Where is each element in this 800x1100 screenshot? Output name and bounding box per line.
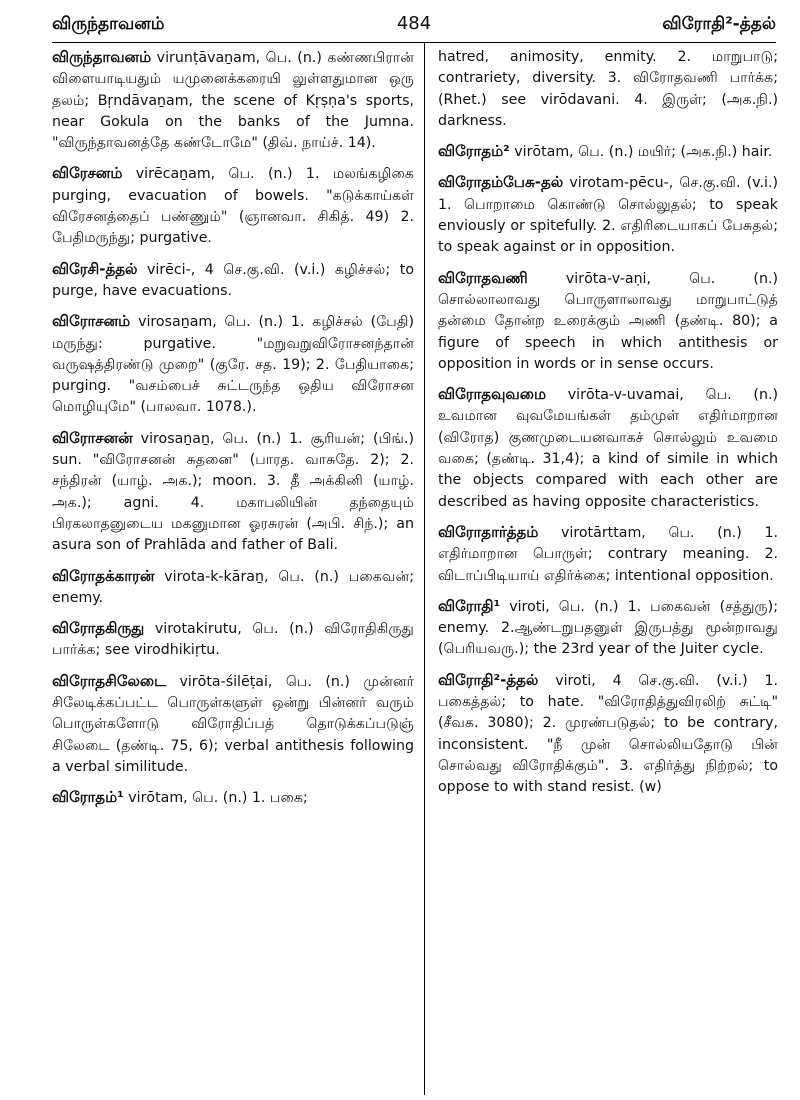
entry-definition: virōta-v-aṇi, பெ. (n.) சொல்லாலாவது பொருளாலாவது மாறுபாட்டுத் தன்மை தோன்ற உரைக்கும் அணி (தண்டி. 80); a figure of speech in which antithesis or opposition in words or in sense occurs.	[438, 270, 778, 372]
dictionary-entry	[52, 671, 414, 778]
entry-definition: viroti, 4 செ.கு.வி. (v.i.) 1. பகைத்தல்; to hate. "விரோதித்துவிரலிற் சுட்டி" (சீவக. 3080); 2. முரண்படுதல்; to be contrary, inconsistent. "நீ முன் சொல்லியதோடு பின் சொல்வது விரோதிக்கும்". 3. எதிர்த்து நிற்றல்; to oppose to with stand resist. (w)	[438, 672, 778, 796]
dictionary-entry	[52, 47, 414, 154]
entry-headword: விரேசனம்	[52, 164, 123, 183]
entry-definition: virōta-śilēṭai, பெ. (n.) முன்னர் சிலேடிக்கப்பட்ட பொருள்களுள் ஒன்று பின்னர் வரும் பொருள்களோடு விரோதிப்பத் தொடுக்கப்படுஞ் சிலேடை (தண்டி. 75, 6); verbal antithesis following a verbal similitude.	[52, 673, 414, 775]
entry-definition: virotārttam, பெ. (n.) 1. எதிர்மாறான பொருள்; contrary meaning. 2. விடாப்பிடியாய் எதிர்க்கை; intentional opposition.	[438, 524, 778, 584]
entry-definition: virōtam, பெ. (n.) மயிர்; (அக.நி.) hair.	[509, 144, 773, 161]
entry-headword: விரோதம்¹	[52, 788, 124, 807]
entry-definition: virēci-, 4 செ.கு.வி. (v.i.) கழிச்சல்; to purge, have evacuations.	[52, 261, 414, 299]
entry-definition: virotakirutu, பெ. (n.) விரோதிகிருது பார்க்க; see virodhikiṛtu.	[52, 621, 414, 659]
entry-definition: virosaṉam, பெ. (n.) 1. கழிச்சல் (பேதி) மருந்து: purgative. "மறுவறுவிரோசனந்தான் வருஷத்திரண்டு முறை" (குரே. சத. 19); 2. பேதியாகை; purging. "வசம்பைச் சுட்டருந்த ஒதிய விரோசன மொழியுமே" (பாலவா. 1078.).	[52, 314, 414, 416]
dictionary-entry	[52, 566, 414, 610]
right-column	[438, 47, 778, 808]
column-divider	[424, 43, 425, 1095]
entry-definition: virotam-pēcu-, செ.கு.வி. (v.i.) 1. பொறாமை கொண்டு சொல்லுதல்; to speak enviously or spitefully. 2. எதிரிடையாகப் பேசுதல்; to speak against or in opposition.	[438, 175, 778, 256]
entry-headword: விரோசனம்	[52, 312, 131, 331]
left-column	[52, 47, 414, 819]
entry-headword: விரோதவணி	[438, 268, 528, 287]
entry-headword: விரோதவுவமை	[438, 385, 547, 404]
entry-headword: விரோதி²-த்தல்	[438, 670, 539, 689]
entry-definition: virōtam, பெ. (n.) 1. பகை;	[123, 790, 308, 807]
dictionary-entry	[438, 522, 778, 587]
dictionary-entry	[52, 259, 414, 303]
dictionary-entry	[52, 163, 414, 249]
dictionary-entry	[52, 618, 414, 662]
entry-headword: விரோதார்த்தம்	[438, 522, 539, 541]
entry-headword: விரேசி-த்தல்	[52, 259, 138, 278]
dictionary-entry	[438, 268, 778, 375]
entry-definition: virota-k-kāraṉ, பெ. (n.) பகைவன்; enemy.	[52, 568, 414, 606]
entry-definition: viroti, பெ. (n.) 1. பகைவன் (சத்துரு); enemy. 2.ஆண்டறுபதனுள் இருபத்து மூன்றாவது (பெரியவரு.); the 23rd year of the Juiter cycle.	[438, 598, 778, 658]
entry-headword: விரோதி¹	[438, 596, 501, 615]
entry-headword: விரோதம்பேசு-தல்	[438, 173, 564, 192]
page-number: 484	[396, 13, 432, 34]
entry-definition: virōta-v-uvamai, பெ. (n.) உவமான வுவமேயங்கள் தம்முள் எதிர்மாறான (விரோத) குணமுடையனவாகச் சொல்லும் உவமை வகை; (தண்டி. 31,4); a kind of simile in which the objects compared with each other are described as having opposite characteristics.	[438, 387, 778, 510]
dictionary-entry	[438, 596, 778, 661]
dictionary-entry	[438, 384, 778, 513]
running-header	[52, 8, 776, 43]
dictionary-entry	[52, 787, 414, 809]
entry-headword: விரோசனன்	[52, 428, 133, 447]
header-right-guideword: விரோதி²-த்தல்	[662, 14, 776, 34]
dictionary-entry	[438, 141, 778, 163]
entry-definition: virosaṉaṉ, பெ. (n.) 1. சூரியன்; (பிங்.) sun. "விரோசனன் சுதனை" (பாரத. வாசுதே. 2); 2. சந்திரன் (யாழ். அக.); moon. 3. தீ அக்கினி (யாழ். அக.); agni. 4. மகாபலியின் தந்தையும் பிரகலாதனுடைய மகனுமான ஓரசுரன் (அபி. சிந்.); an asura son of Prahlāda and father of Bali.	[52, 430, 414, 554]
dictionary-entry	[438, 172, 778, 258]
header-left-guideword: விருந்தாவனம்	[52, 14, 165, 34]
entry-headword: விருந்தாவனம்	[52, 48, 152, 66]
entry-headword: விரோதசிலேடை	[52, 671, 167, 690]
dictionary-entry	[438, 670, 778, 799]
dictionary-entry	[438, 47, 778, 132]
columns	[52, 43, 782, 1093]
entry-definition: hatred, animosity, enmity. 2. மாறுபாடு; contrariety, diversity. 3. விரோதவணி பார்க்க; (Rhet.) see virōdavani. 4. இருள்; (அக.நி.) darkness.	[438, 49, 778, 129]
entry-headword: விரோதகிருது	[52, 619, 145, 638]
entry-definition: virunṭāvaṉam, பெ. (n.) கண்ணபிரான் விளையாடியதும் யமுனைக்கரையி லுள்ளதுமான ஒரு தலம்; Bṛndāvaṉam, the scene of Kṛṣṇa's sports, near Gokula on the banks of the Jumna. "விருந்தாவனத்தே கண்டோமே" (திவ். நாய்ச். 14).	[52, 50, 414, 152]
entry-definition: virēcaṉam, பெ. (n.) 1. மலங்கழிகை purging, evacuation of bowels. "கடுக்காய்கள் விரேசனத்தைப் பண்ணும்" (ஞானவா. சிகித். 49) 2. பேதிமருந்து; purgative.	[52, 166, 414, 247]
dictionary-entry	[52, 428, 414, 557]
dictionary-entry	[52, 311, 414, 418]
entry-headword: விரோதக்காரன்	[52, 566, 155, 585]
entry-headword: விரோதம்²	[438, 142, 510, 161]
